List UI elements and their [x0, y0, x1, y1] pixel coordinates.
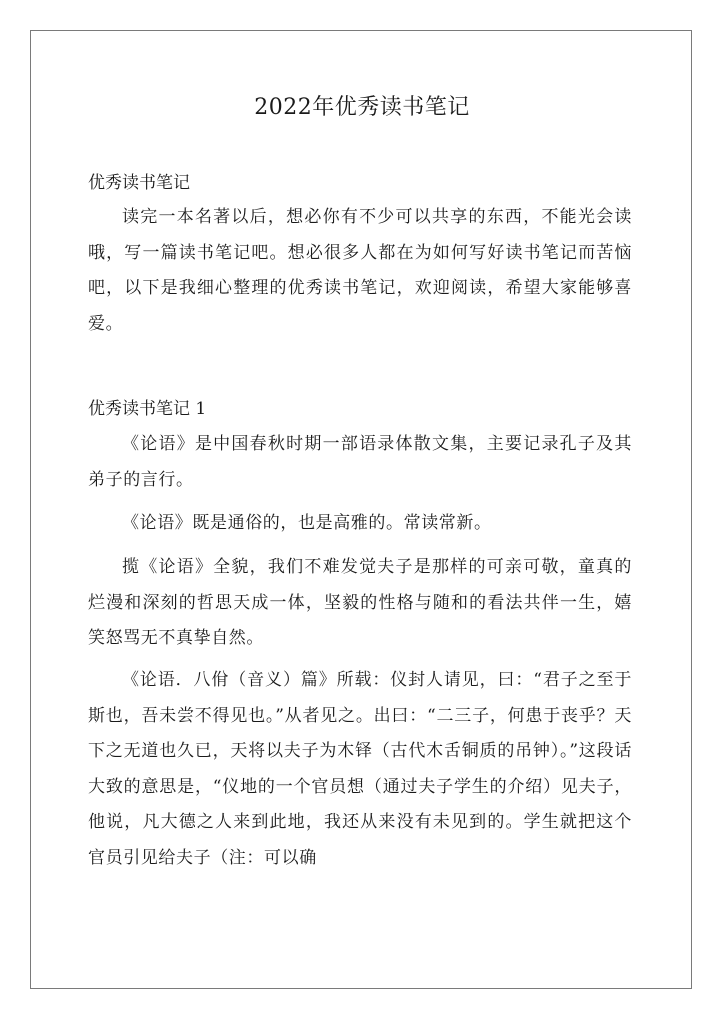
document-title: 2022年优秀读书笔记: [254, 95, 470, 120]
section-1-paragraph-1: 《论语》是中国春秋时期一部语录体散文集，主要记录孔子及其弟子的言行。: [88, 434, 632, 490]
section-1-paragraph-3: 揽《论语》全貌，我们不难发觉夫子是那样的可亲可敬，童真的烂漫和深刻的哲思天成一体，坚毅的性格与随和的看法共伴一生，嬉笑怒骂无不真挚自然。: [88, 557, 632, 648]
section-1-heading: 优秀读书笔记 1: [88, 399, 207, 419]
section-1-paragraph-2: 《论语》既是通俗的，也是高雅的。常读常新。: [122, 513, 492, 533]
section-1-paragraph-4: 《论语．八佾（音义）篇》所载：仪封人请见，曰：“君子之至于斯也，吾未尝不得见也。”从者见之。出曰：“二三子，何患于丧乎？天下之无道也久已，天将以夫子为木铎（古代木舌铜质的吊钟）。”这段话大致的意思是，“仪地的一个官员想（通过夫子学生的介绍）见夫子，他说，凡大德之人来到此地，我还从来没有未见到的。学生就把这个官员引见给夫子（注：可以确: [88, 670, 632, 868]
intro-paragraph: 读完一本名著以后，想必你有不少可以共享的东西，不能光会读哦，写一篇读书笔记吧。想必很多人都在为如何写好读书笔记而苦恼吧，以下是我细心整理的优秀读书笔记，欢迎阅读，希望大家能够喜爱。: [88, 207, 632, 334]
intro-heading: 优秀读书笔记: [88, 173, 190, 193]
